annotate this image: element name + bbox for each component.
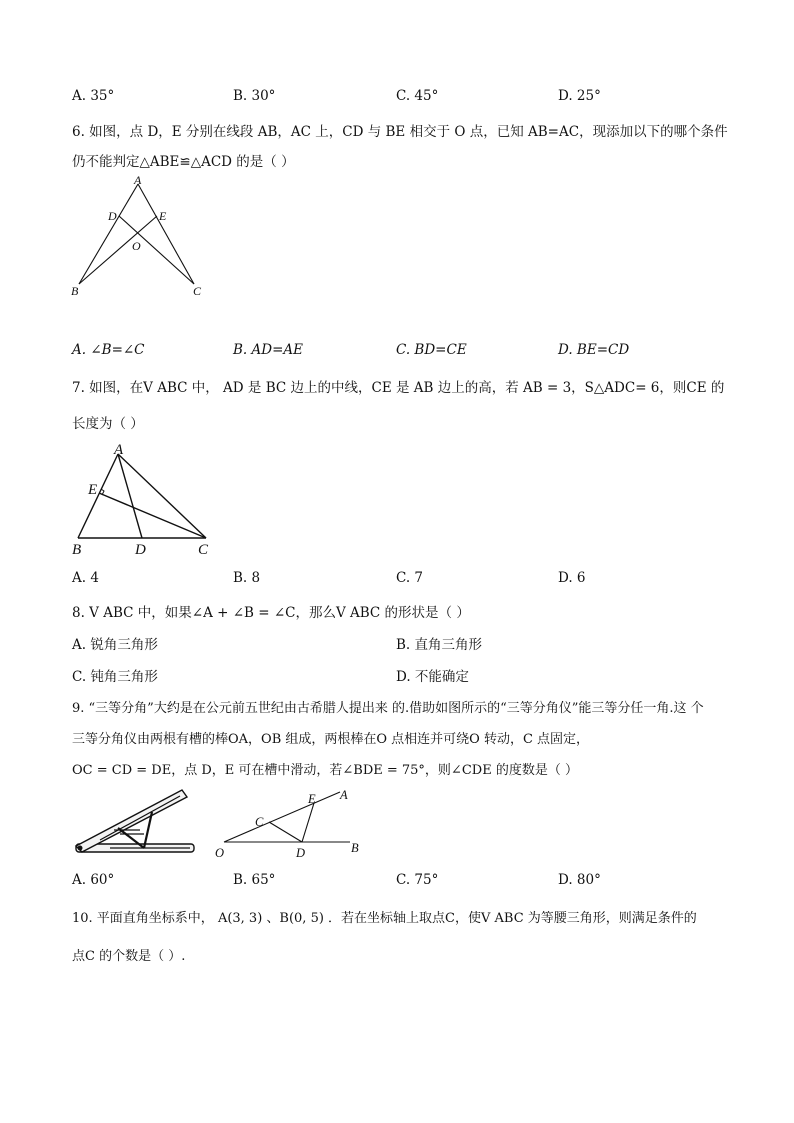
q6-question-line-2: 仍不能判定△ABE≌△ACD 的是（ ）: [72, 154, 295, 170]
q7-question-line-2: 长度为（ ）: [72, 416, 144, 432]
q6-label-a: A: [134, 173, 142, 187]
q5-option-d: D. 25°: [558, 88, 601, 104]
q8-option-c: C. 钝角三角形: [72, 669, 158, 685]
q9-label-a: A: [340, 788, 348, 802]
q6-label-o: O: [132, 239, 141, 253]
q9-angle-figure: [212, 786, 372, 862]
q9-question-line-2: 三等分角仪由两根有槽的棒OA，OB 组成，两根棒在O 点相连并可绕O 转动，C 点固定，: [72, 732, 590, 747]
q8-option-b: B. 直角三角形: [396, 637, 483, 653]
q6-label-d: D: [108, 209, 117, 223]
q7-figure: [66, 438, 226, 558]
q6-option-a: A. ∠B=∠C: [72, 342, 145, 358]
q7-option-a: A. 4: [72, 570, 99, 586]
q6-option-d: D. BE=CD: [558, 342, 630, 358]
q8-option-d: D. 不能确定: [396, 669, 469, 685]
q6-label-c: C: [193, 284, 202, 298]
q7-label-d: D: [135, 542, 146, 558]
q7-label-a: A: [114, 442, 124, 458]
q9-label-b: B: [351, 841, 359, 855]
q9-question-line-1: 9. “三等分角”大约是在公元前五世纪由古希腊人提出来 的.借助如图所示的“三等分角仪”能三等分任一角.这 个: [72, 701, 704, 716]
q7-option-b: B. 8: [233, 570, 261, 586]
q5-option-b: B. 30°: [233, 88, 276, 104]
q7-label-c: C: [198, 542, 209, 558]
q5-option-c: C. 45°: [396, 88, 439, 104]
q8-question-line-1: 8. V ABC 中，如果∠A + ∠B = ∠C，那么V ABC 的形状是（ ）: [72, 605, 470, 621]
q9-option-b: B. 65°: [233, 872, 276, 888]
q9-question-line-3: OC = CD = DE，点 D，E 可在槽中滑动，若∠BDE = 75°，则∠CDE 的度数是（ ）: [72, 763, 578, 778]
q6-option-b: B. AD=AE: [233, 342, 303, 358]
q9-label-o: O: [215, 846, 225, 860]
q9-label-d: D: [296, 846, 306, 860]
q9-option-c: C. 75°: [396, 872, 439, 888]
q5-option-a: A. 35°: [72, 88, 115, 104]
q6-option-c: C. BD=CE: [396, 342, 467, 358]
q10-question-line-1: 10. 平面直角坐标系中， A(3, 3) 、B(0, 5) ．若在坐标轴上取点C，使V ABC 为等腰三角形，则满足条件的: [72, 911, 697, 926]
q7-question-line-1: 7. 如图，在V ABC 中， AD 是 BC 边上的中线，CE 是 AB 边上的高，若 AB = 3，S△ADC= 6，则CE 的: [72, 380, 725, 396]
q6-label-b: B: [71, 284, 79, 298]
q6-label-e: E: [159, 209, 167, 223]
q9-label-c: C: [255, 815, 264, 829]
q9-label-e: E: [308, 792, 316, 806]
q7-label-e: E: [88, 482, 98, 498]
q6-figure: [66, 172, 216, 302]
q6-question-line-1: 6. 如图，点 D，E 分别在线段 AB，AC 上，CD 与 BE 相交于 O 点，已知 AB=AC，现添加以下的哪个条件: [72, 124, 728, 140]
q7-option-d: D. 6: [558, 570, 586, 586]
q7-option-c: C. 7: [396, 570, 424, 586]
q9-option-a: A. 60°: [72, 872, 115, 888]
q10-question-line-2: 点C 的个数是（ ）.: [72, 949, 186, 964]
q7-label-b: B: [72, 542, 82, 558]
q9-option-d: D. 80°: [558, 872, 601, 888]
q8-option-a: A. 锐角三角形: [72, 637, 158, 653]
trisector-device-illustration: [70, 786, 200, 858]
